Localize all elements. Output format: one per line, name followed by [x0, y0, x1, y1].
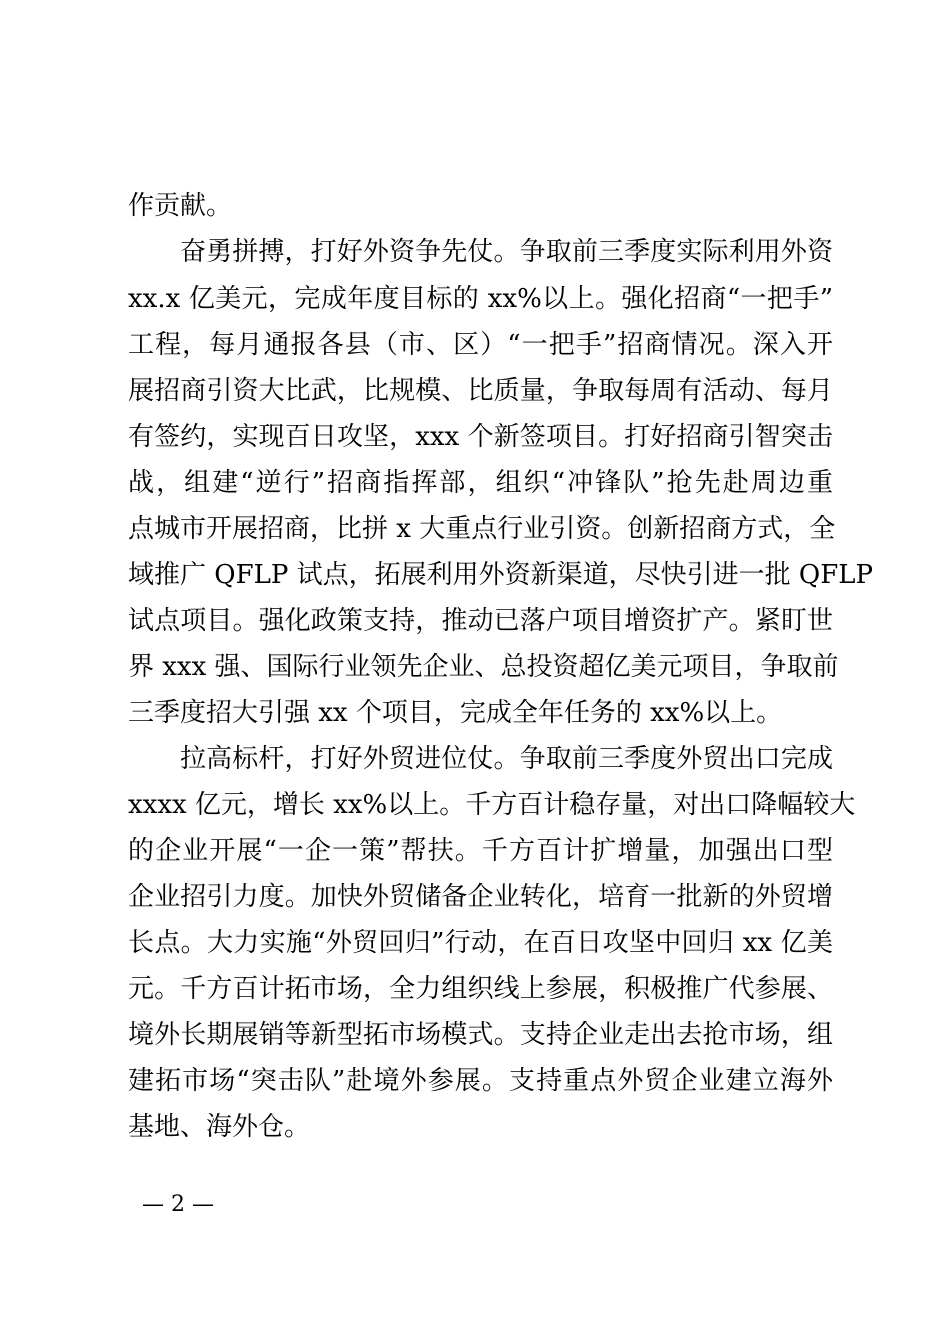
- paragraph-heading-line: 拉高标杆，打好外贸进位仗。争取前三季度外贸出口完成: [180, 744, 833, 774]
- text-line: 域推广 QFLP 试点，拓展利用外资新渠道，尽快引进一批 QFLP: [128, 560, 874, 590]
- text-line: 界 xxx 强、国际行业领先企业、总投资超亿美元项目，争取前: [128, 652, 839, 682]
- text-line: 战，组建“逆行”招商指挥部，组织“冲锋队”抢先赴周边重: [128, 468, 833, 498]
- text-line: 三季度招大引强 xx 个项目，完成全年任务的 xx%以上。: [128, 698, 783, 728]
- text-line: 基地、海外仓。: [128, 1112, 311, 1142]
- page-number: — 2 —: [142, 1192, 214, 1217]
- text-line: xxxx 亿元，增长 xx%以上。千方百计稳存量，对出口降幅较大: [128, 790, 856, 820]
- text-line: xx.x 亿美元，完成年度目标的 xx%以上。强化招商“一把手”: [128, 284, 833, 314]
- text-line: 的企业开展“一企一策”帮扶。千方百计扩增量，加强出口型: [128, 836, 833, 866]
- text-line: 作贡献。: [128, 191, 233, 221]
- text-line: 企业招引力度。加快外贸储备企业转化，培育一批新的外贸增: [128, 882, 833, 912]
- text-line: 工程，每月通报各县（市、区）“一把手”招商情况。深入开: [128, 330, 833, 360]
- text-line: 建拓市场“突击队”赴境外参展。支持重点外贸企业建立海外: [128, 1066, 833, 1096]
- text-line: 有签约，实现百日攻坚，xxx 个新签项目。打好招商引智突击: [128, 422, 833, 452]
- text-line: 境外长期展销等新型拓市场模式。支持企业走出去抢市场，组: [128, 1020, 833, 1050]
- text-line: 长点。大力实施“外贸回归”行动，在百日攻坚中回归 xx 亿美: [128, 928, 833, 958]
- text-line: 试点项目。强化政策支持，推动已落户项目增资扩产。紧盯世: [128, 606, 833, 636]
- text-line: 点城市开展招商，比拼 x 大重点行业引资。创新招商方式，全: [128, 514, 836, 544]
- paragraph-heading-line: 奋勇拼搏，打好外资争先仗。争取前三季度实际利用外资: [180, 237, 833, 267]
- text-line: 元。千方百计拓市场，全力组织线上参展，积极推广代参展、: [128, 974, 833, 1004]
- text-line: 展招商引资大比武，比规模、比质量，争取每周有活动、每月: [128, 376, 833, 406]
